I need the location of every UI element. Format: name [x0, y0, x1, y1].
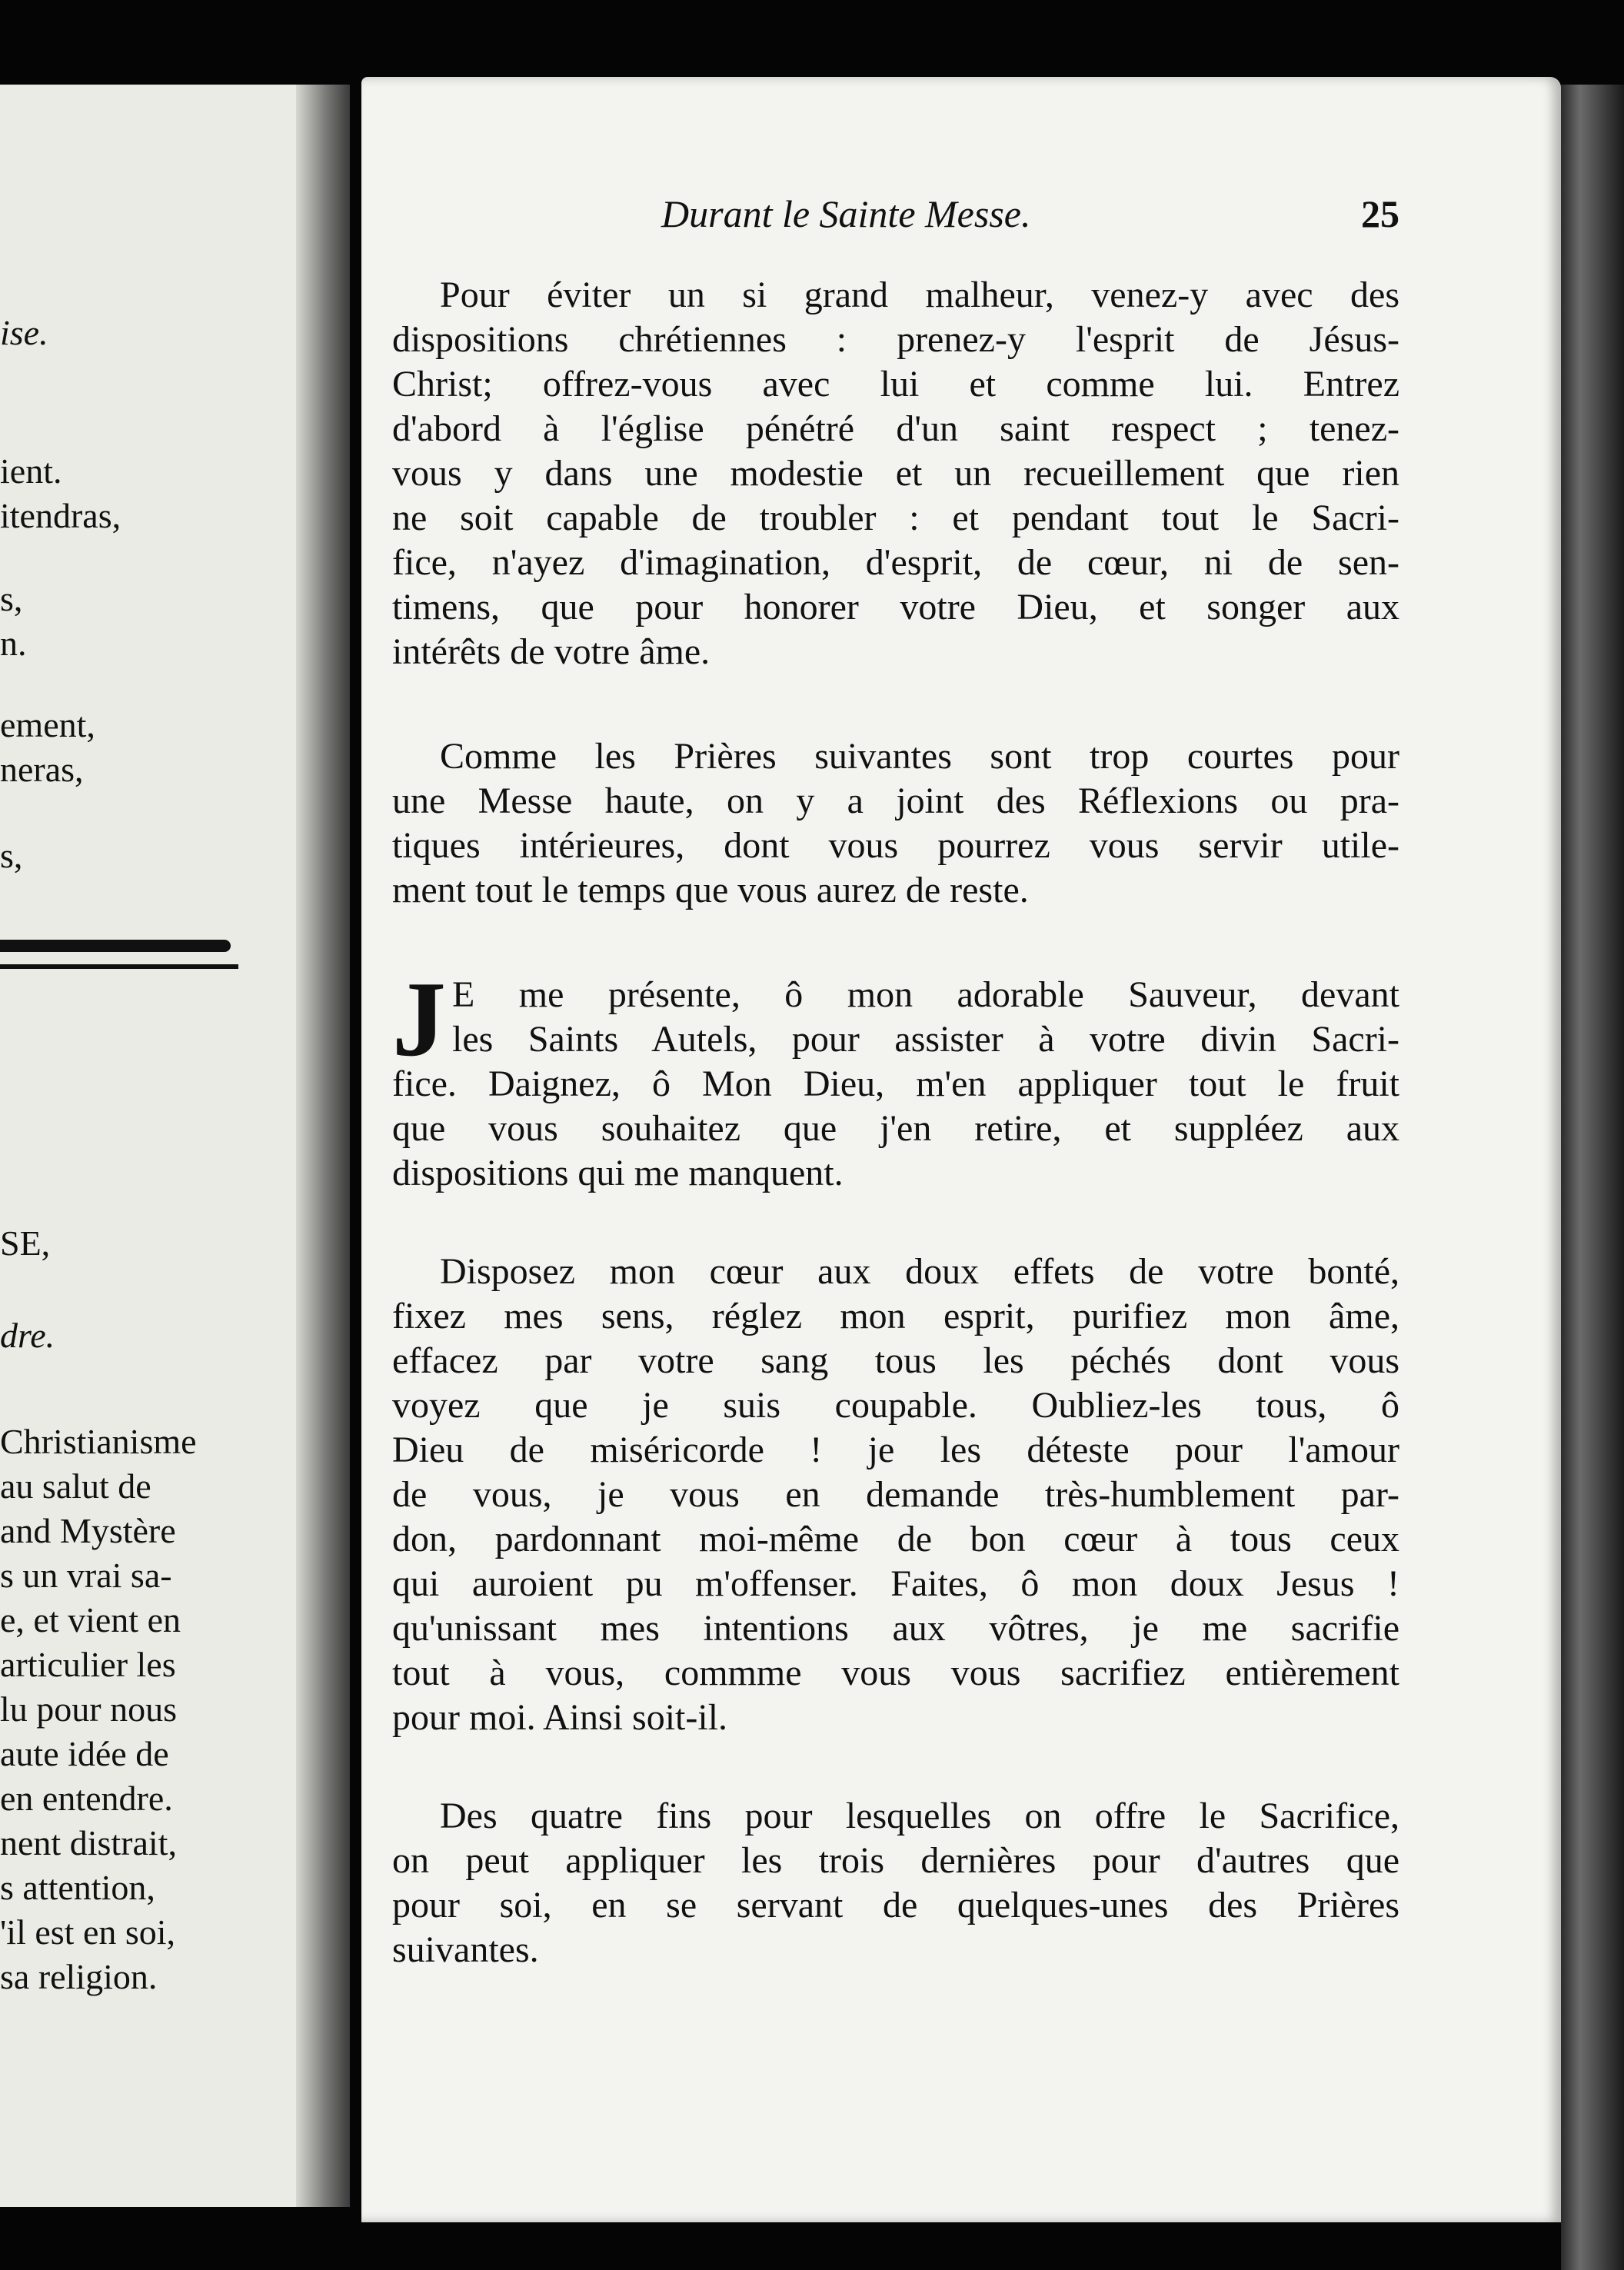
- text-line: ment tout le temps que vous aurez de reste.: [392, 870, 1029, 910]
- left-page-line: s,: [0, 836, 23, 875]
- text-line: fixez mes sens, réglez mon esprit, purifiez mon âme,: [392, 1296, 1399, 1336]
- text-line: qu'unissant mes intentions aux vôtres, je me sacrifie: [392, 1608, 1399, 1649]
- page-body: [392, 273, 1399, 1972]
- drop-cap-rest: E: [452, 974, 475, 1015]
- text-line: intérêts de votre âme.: [392, 631, 710, 672]
- left-page-line: au salut de: [0, 1466, 151, 1506]
- book-gutter: [296, 85, 350, 2207]
- text-line: don, pardonnant moi-même de bon cœur à tous ceux: [392, 1519, 1399, 1559]
- left-page-line: n.: [0, 624, 27, 663]
- text-line: Christ; offrez-vous avec lui et comme lui. Entrez: [392, 364, 1399, 404]
- text-line: de vous, je vous en demande très-humblement par-: [392, 1474, 1399, 1515]
- left-page-line: ient.: [0, 451, 62, 491]
- text-line: Comme les Prières suivantes sont trop courtes pour: [440, 736, 1399, 777]
- text-line: pour moi. Ainsi soit-il.: [392, 1697, 728, 1738]
- paragraph: [392, 273, 1399, 674]
- left-page-line: s un vrai sa-: [0, 1556, 172, 1595]
- left-page-line: itendras,: [0, 496, 121, 535]
- left-page-line: sa religion.: [0, 1957, 158, 1996]
- ornamental-rule-thin: [0, 964, 238, 969]
- left-page-line: s attention,: [0, 1868, 155, 1907]
- text-line: Des quatre fins pour lesquelles on offre le Sacrifice,: [440, 1796, 1399, 1836]
- text-line: dispositions chrétiennes : prenez-y l'esprit de Jésus-: [392, 319, 1399, 360]
- left-page-line: and Mystère: [0, 1511, 176, 1550]
- text-line: vous y dans une modestie et un recueillement que rien: [392, 453, 1399, 494]
- text-line: ne soit capable de troubler : et pendant tout le Sacri-: [392, 498, 1399, 538]
- text-line: Disposez mon cœur aux doux effets de votre bonté,: [440, 1251, 1399, 1292]
- left-page-line: lu pour nous: [0, 1689, 177, 1729]
- left-page-line: neras,: [0, 750, 84, 789]
- left-page-line: ise.: [0, 313, 48, 352]
- text-line: timens, que pour honorer votre Dieu, et songer aux: [392, 587, 1399, 627]
- text-line: Pour éviter un si grand malheur, venez-y avec des: [440, 275, 1399, 315]
- text-line: fice. Daignez, ô Mon Dieu, m'en appliquer tout le fruit: [392, 1063, 1399, 1104]
- text-line: une Messe haute, on y a joint des Réflexions ou pra-: [392, 781, 1399, 821]
- text-line: tiques intérieures, dont vous pourrez vous servir utile-: [392, 825, 1399, 866]
- text-line: suivantes.: [392, 1929, 539, 1970]
- running-title: Durant le Sainte Messe.: [661, 192, 1031, 235]
- text-line: on peut appliquer les trois dernières pour d'autres que: [392, 1840, 1399, 1881]
- text-line: qui auroient pu m'offenser. Faites, ô mon doux Jesus !: [392, 1563, 1399, 1604]
- text-line: voyez que je suis coupable. Oubliez-les tous, ô: [392, 1385, 1399, 1426]
- left-page-line: s,: [0, 579, 23, 618]
- left-page-line: 'il est en soi,: [0, 1912, 176, 1952]
- drop-cap: J: [392, 960, 446, 1079]
- paragraph: [392, 734, 1399, 913]
- left-facing-page: [0, 85, 308, 2207]
- ornamental-rule: [0, 940, 231, 952]
- left-page-line: dre.: [0, 1316, 55, 1355]
- left-page-line: nent distrait,: [0, 1823, 177, 1862]
- text-line: Dieu de miséricorde ! je les déteste pour l'amour: [392, 1430, 1399, 1470]
- text-line: dispositions qui me manquent.: [392, 1153, 844, 1193]
- prayer-paragraph: [392, 960, 1400, 1196]
- text-line: d'abord à l'église pénétré d'un saint respect ; tenez-: [392, 408, 1399, 449]
- left-page-line: e, et vient en: [0, 1600, 181, 1639]
- paragraph: [392, 1794, 1399, 1972]
- text-line: fice, n'ayez d'imagination, d'esprit, de cœur, ni de sen-: [392, 542, 1399, 583]
- left-page-line: en entendre.: [0, 1779, 173, 1818]
- paragraph: [392, 1250, 1399, 1740]
- text-line: les Saints Autels, pour assister à votre divin Sacri-: [452, 1019, 1399, 1060]
- page-number: 25: [1361, 192, 1399, 235]
- left-page-line: aute idée de: [0, 1734, 169, 1773]
- text-line: effacez par votre sang tous les péchés dont vous: [392, 1340, 1399, 1381]
- left-page-line: ement,: [0, 705, 95, 744]
- text-line: que vous souhaitez que j'en retire, et suppléez aux: [392, 1108, 1399, 1149]
- text-line: [392, 973, 1399, 1017]
- text-line: tout à vous, commme vous vous sacrifiez entièrement: [392, 1653, 1399, 1693]
- text-line: pour soi, en se servant de quelques-unes des Prières: [392, 1885, 1399, 1926]
- text-line-content: me présente, ô mon adorable Sauveur, devant: [518, 974, 1400, 1015]
- left-page-line: articulier les: [0, 1645, 176, 1684]
- left-page-line: Christianisme: [0, 1422, 197, 1461]
- book-edge: [1561, 85, 1624, 2270]
- left-page-line: SE,: [0, 1223, 51, 1263]
